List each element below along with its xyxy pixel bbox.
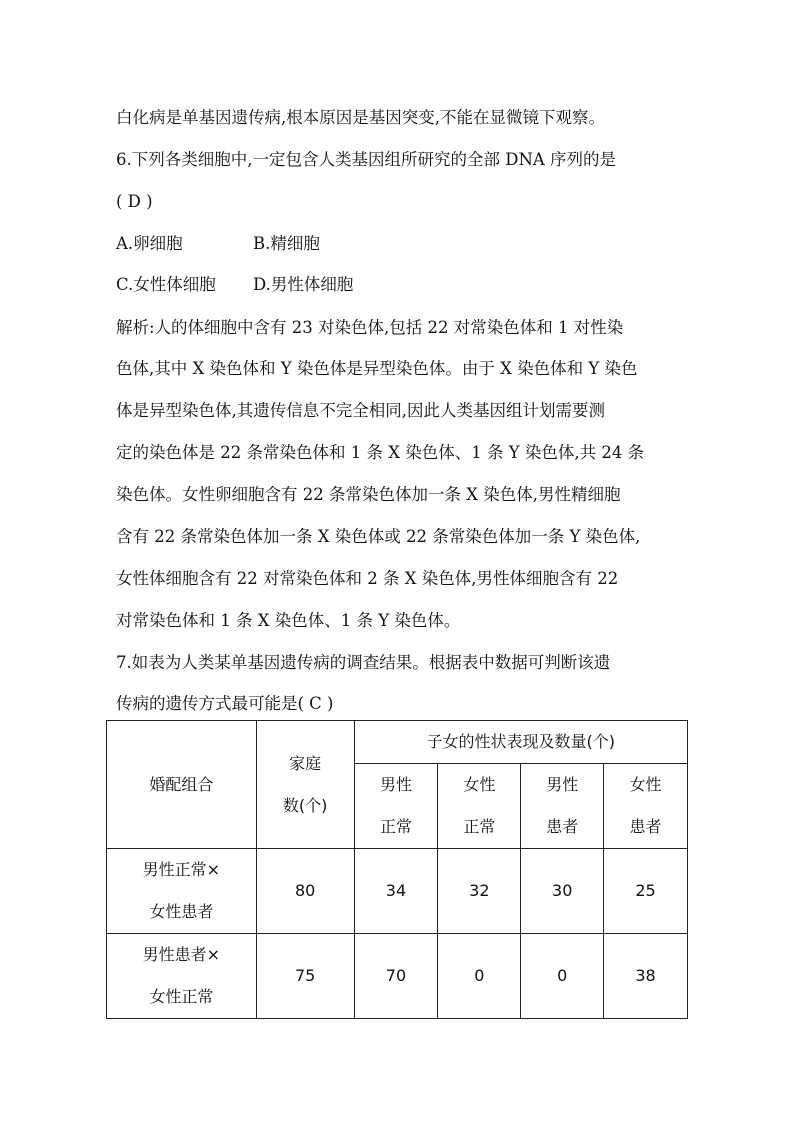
analysis-line: 染色体。女性卵细胞含有 22 条常染色体加一条 X 染色体,男性精细胞 [116, 485, 621, 504]
cell-female-normal: 0 [438, 934, 521, 1019]
subheader-line: 患者 [629, 817, 662, 836]
header-families-line: 数(个) [282, 795, 328, 815]
analysis-line: 色体,其中 X 染色体和 Y 染色体是异型染色体。由于 X 染色体和 Y 染色 [116, 359, 638, 378]
question-7-answer: 传病的遗传方式最可能是( C ) [116, 694, 334, 713]
cell-female-affected: 25 [604, 849, 688, 934]
cell-male-affected: 30 [521, 849, 604, 934]
combo-line: 女性患者 [149, 902, 214, 921]
header-families-line: 家庭 [289, 753, 322, 773]
analysis-line: 体是异型染色体,其遗传信息不完全相同,因此人类基因组计划需要测 [116, 401, 605, 420]
analysis-line: 解析:人的体细胞中含有 23 对染色体,包括 22 对常染色体和 1 对性染 [116, 318, 624, 337]
cell-combo [107, 934, 257, 1019]
survey-table [106, 720, 688, 1019]
option-c: C.女性体细胞 [116, 275, 216, 294]
table-header-row [107, 721, 688, 764]
subheader-line: 正常 [463, 817, 496, 836]
subheader-male-affected [521, 764, 604, 849]
cell-male-normal: 70 [354, 934, 438, 1019]
option-d: D.男性体细胞 [253, 275, 354, 294]
question-6-answer: ( D ) [116, 192, 153, 211]
subheader-female-affected [604, 764, 688, 849]
question-7: 7.如表为人类某单基因遗传病的调查结果。根据表中数据可判断该遗 [116, 653, 611, 672]
combo-line: 男性正常× [142, 860, 221, 879]
cell-combo [107, 849, 257, 934]
subheader-line: 男性 [379, 775, 412, 794]
cell-families: 80 [256, 849, 354, 934]
text-line: 白化病是单基因遗传病,根本原因是基因突变,不能在显微镜下观察。 [116, 108, 605, 127]
table-row [107, 849, 688, 934]
subheader-female-normal [438, 764, 521, 849]
cell-female-affected: 38 [604, 934, 688, 1019]
subheader-line: 男性 [546, 775, 579, 794]
header-combo: 婚配组合 [107, 721, 257, 849]
cell-female-normal: 32 [438, 849, 521, 934]
cell-male-normal: 34 [354, 849, 438, 934]
subheader-line: 患者 [546, 817, 579, 836]
combo-line: 女性正常 [149, 987, 214, 1006]
subheader-line: 女性 [629, 775, 662, 794]
subheader-line: 正常 [379, 817, 412, 836]
subheader-male-normal [354, 764, 438, 849]
question-6: 6.下列各类细胞中,一定包含人类基因组所研究的全部 DNA 序列的是 [116, 150, 617, 169]
analysis-line: 对常染色体和 1 条 X 染色体、1 条 Y 染色体。 [116, 611, 461, 630]
combo-line: 男性患者× [142, 945, 221, 964]
option-b: B.精细胞 [253, 234, 320, 253]
analysis-line: 含有 22 条常染色体加一条 X 染色体或 22 条常染色体加一条 Y 染色体, [116, 527, 641, 546]
cell-male-affected: 0 [521, 934, 604, 1019]
header-children: 子女的性状表现及数量(个) [354, 721, 687, 764]
option-a: A.卵细胞 [116, 234, 183, 253]
cell-families: 75 [256, 934, 354, 1019]
subheader-line: 女性 [463, 775, 496, 794]
analysis-line: 女性体细胞含有 22 对常染色体和 2 条 X 染色体,男性体细胞含有 22 [116, 569, 619, 588]
header-families [256, 721, 354, 849]
table-row [107, 934, 688, 1019]
analysis-line: 定的染色体是 22 条常染色体和 1 条 X 染色体、1 条 Y 染色体,共 24 条 [116, 443, 645, 462]
